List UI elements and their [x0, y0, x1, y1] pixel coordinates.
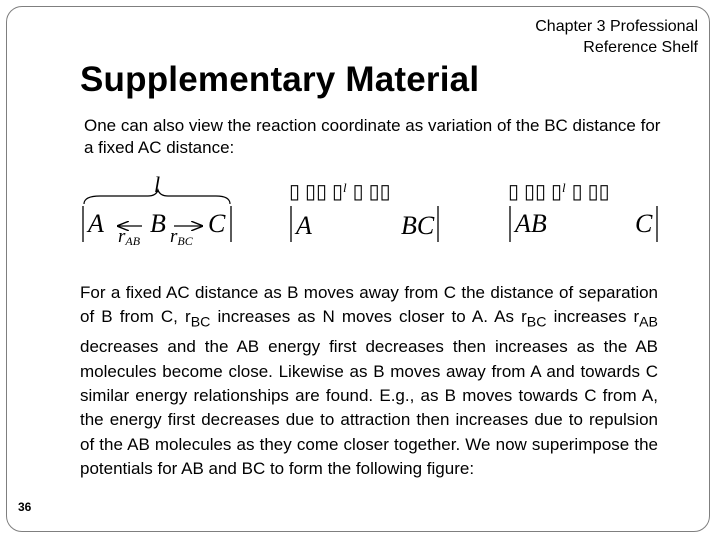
fig1-r-bc-label — [170, 226, 194, 248]
reaction-coordinate-diagrams — [70, 170, 670, 255]
fig3-atom-ab: AB — [515, 209, 547, 238]
fig2-atom-bc: BC — [401, 211, 435, 240]
subscript-bc-2: BC — [526, 314, 547, 331]
fig1-brace — [84, 190, 230, 204]
fig1-r-bc-r: r — [170, 226, 178, 247]
figure-1 — [83, 172, 231, 248]
subscript-bc-1: BC — [190, 314, 211, 331]
subscript-ab: AB — [639, 314, 658, 331]
fig1-r-ab-r: r — [118, 226, 126, 247]
paragraph-part-2: increases as N moves closer to A. As r — [210, 307, 527, 327]
slide-title: Supplementary Material — [80, 60, 480, 99]
paragraph-part-3: increases r — [546, 307, 640, 327]
reference-header — [535, 16, 698, 58]
fig3-span-label: l — [562, 180, 566, 195]
fig1-r-ab-label — [118, 226, 141, 248]
fig3-boxes-after: ▯ ▯▯ — [571, 181, 610, 203]
fig3-placeholder-glyphs — [508, 180, 610, 203]
fig2-atom-a: A — [296, 211, 312, 240]
intro-text: One can also view the reaction coordinate as variation of the BC distance for a fixed AC distance: — [84, 116, 661, 157]
paragraph-part-1: For a fixed AC distance as B moves away from C the distance of separation of B from C, r — [80, 283, 658, 327]
fig1-atom-c: C — [208, 209, 226, 238]
fig1-r-ab-sub: AB — [125, 234, 141, 248]
figure-2 — [289, 180, 438, 242]
fig1-atom-a: A — [88, 209, 104, 238]
slide-number: 36 — [18, 500, 32, 514]
figure-3 — [508, 180, 657, 242]
fig2-placeholder-glyphs — [289, 180, 391, 203]
diagram-svg — [70, 170, 670, 250]
reference-line-1: Chapter 3 Professional — [535, 18, 698, 35]
fig2-boxes: ▯ ▯▯ ▯ — [289, 181, 344, 203]
fig1-span-label: l — [154, 172, 161, 197]
fig1-atom-b: B — [150, 209, 166, 238]
paragraph-part-4: decreases and the AB energy first decreases then increases as the AB molecules become close. Likewise as B moves away from A and towards C similar energy relationships are found. E.g., as B moves towards C from A, the energy first decreases due to attraction then increases due to repulsion of the AB molecules as they come closer together. We now superimpose the potentials for AB and BC to form the following figure: — [80, 337, 658, 479]
fig2-span-label: l — [343, 180, 347, 195]
fig2-boxes-after: ▯ ▯▯ — [352, 181, 391, 203]
fig3-boxes: ▯ ▯▯ ▯ — [508, 181, 563, 203]
reference-line-2: Reference Shelf — [583, 39, 698, 56]
body-paragraph — [80, 281, 658, 482]
fig1-r-bc-sub: BC — [177, 234, 193, 248]
fig3-atom-c: C — [635, 209, 653, 238]
